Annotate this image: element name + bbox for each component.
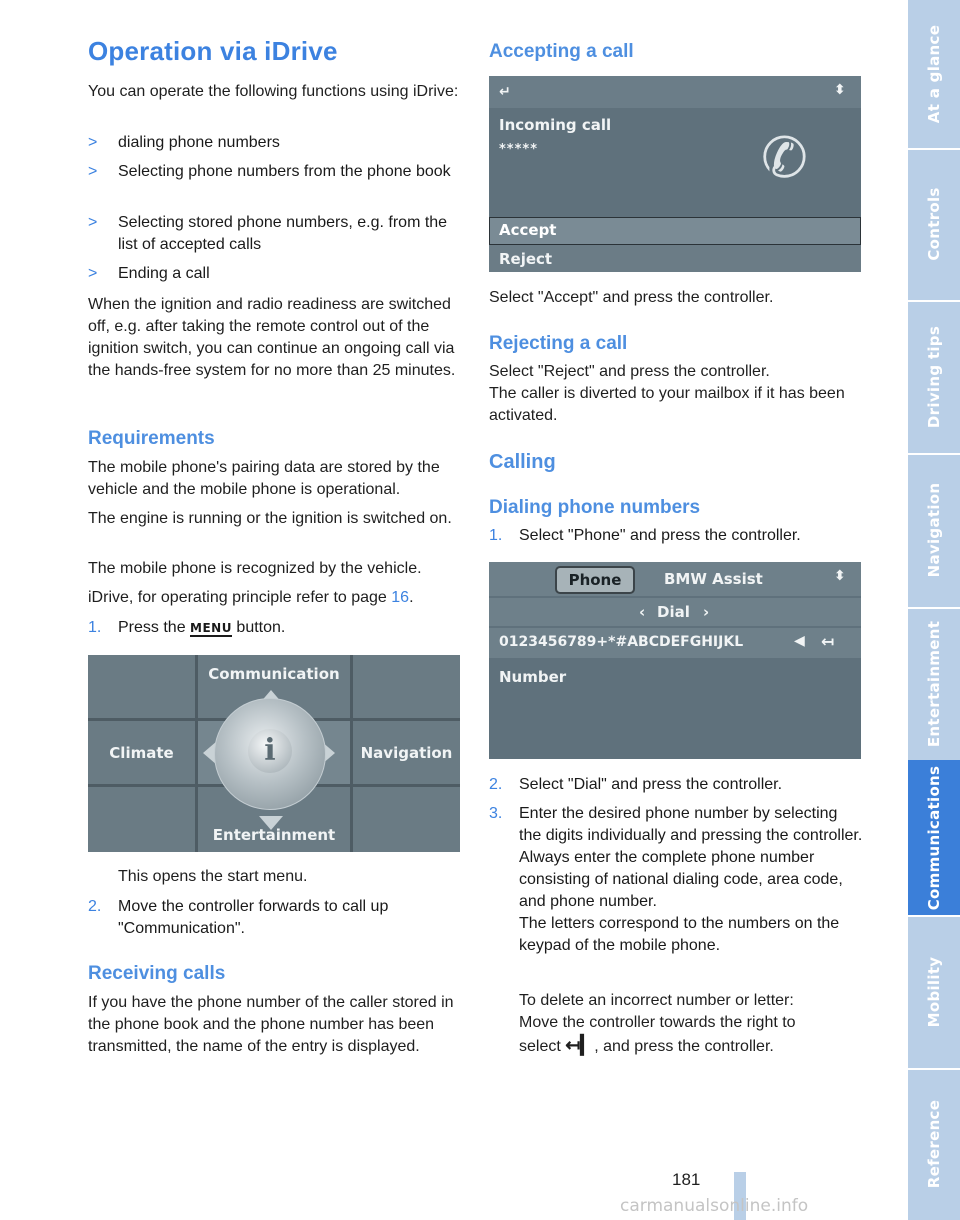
tab-controls[interactable] xyxy=(908,148,960,302)
list-item xyxy=(489,525,864,547)
watermark: carmanualsonline.info xyxy=(620,1196,809,1216)
incoming-call-title: Incoming call xyxy=(499,116,612,134)
caller-stars: ***** xyxy=(499,142,538,157)
bullet-text: Ending a call xyxy=(118,265,210,282)
tab-label: Navigation xyxy=(925,482,943,578)
list-item xyxy=(489,803,864,979)
tab-entertainment[interactable] xyxy=(908,607,960,762)
incoming-call-screen xyxy=(489,76,861,272)
step3-text-a: Enter the desired phone number by selecting the digits individually and pressing the controller. xyxy=(519,805,863,844)
list-item xyxy=(489,774,864,796)
tab-communications[interactable] xyxy=(908,760,960,917)
phone-dial-screen xyxy=(489,562,861,759)
bullet-marker: > xyxy=(88,163,98,180)
tab-label: Reference xyxy=(925,1099,943,1189)
tab-label: Entertainment xyxy=(925,620,943,747)
step-number: 2. xyxy=(489,776,503,793)
tab-navigation[interactable] xyxy=(908,453,960,609)
tab-label: Driving tips xyxy=(925,325,943,428)
delete-text-suffix: , and press the controller. xyxy=(594,1038,774,1055)
controller-knob xyxy=(214,698,326,810)
cursor-left-icon[interactable]: ◀ xyxy=(794,633,805,649)
dialing-subheading: Dialing phone numbers xyxy=(489,497,701,518)
after-image-text: This opens the start menu. xyxy=(118,868,308,885)
requirements-p3: The mobile phone is recognized by the vehicle. xyxy=(88,560,422,577)
backspace-icon: ↤▎ xyxy=(565,1035,595,1055)
bullet-marker: > xyxy=(88,214,98,231)
back-icon[interactable]: ↵ xyxy=(499,84,511,100)
requirements-heading: Requirements xyxy=(88,428,215,449)
ignition-text: When the ignition and radio readiness are switched off, e.g. after taking the remote control out of the ignition switch, you can continue an ongoing call via the hands-free system for no more than 25 minutes. xyxy=(88,296,456,379)
menu-item-navigation[interactable]: Navigation xyxy=(353,721,460,784)
chapter-tabs xyxy=(908,0,960,1220)
page-ref-suffix: . xyxy=(409,589,414,606)
tab-reference[interactable] xyxy=(908,1068,960,1220)
page-ref-prefix: iDrive, for operating principle refer to page xyxy=(88,589,392,606)
delete-icon[interactable]: ↤ xyxy=(821,632,835,651)
dial-option[interactable]: Dial xyxy=(657,603,690,621)
rejecting-text1: Select "Reject" and press the controller. xyxy=(489,363,770,380)
requirements-p2: The engine is running or the ignition is switched on. xyxy=(88,510,452,527)
receiving-text: If you have the phone number of the caller stored in the phone book and the phone number has been transmitted, the name of the entry is displayed. xyxy=(88,994,454,1055)
tab-label: At a glance xyxy=(925,24,943,124)
tab-label: Controls xyxy=(925,187,943,261)
arrow-down-icon xyxy=(259,816,283,830)
tab-driving-tips[interactable] xyxy=(908,300,960,455)
menu-item-climate[interactable]: Climate xyxy=(88,721,195,784)
list-item xyxy=(88,212,463,256)
step-text xyxy=(519,803,864,957)
chevron-left-icon: ‹ xyxy=(639,603,646,621)
accepting-text: Select "Accept" and press the controller. xyxy=(489,289,774,306)
bullet-text: dialing phone numbers xyxy=(118,134,280,151)
menu-item-communication[interactable]: Communication xyxy=(198,655,350,718)
digit-speller[interactable]: 0123456789+*#ABCDEFGHIJKL xyxy=(499,634,744,650)
menu-cell-empty xyxy=(353,787,460,852)
chevron-right-icon: › xyxy=(703,603,710,621)
accept-option[interactable]: Accept xyxy=(499,221,557,239)
page-number: 181 xyxy=(672,1170,701,1189)
intro-text: You can operate the following functions using iDrive: xyxy=(88,83,459,100)
rejecting-text2: The caller is diverted to your mailbox if it has been activated. xyxy=(489,385,845,424)
step-text: Select "Phone" and press the controller. xyxy=(519,527,801,544)
bullet-marker: > xyxy=(88,265,98,282)
accepting-heading: Accepting a call xyxy=(489,41,634,62)
menu-item-entertainment[interactable]: Entertainment xyxy=(198,787,350,852)
info-icon: i xyxy=(248,729,292,773)
tab-bmw-assist[interactable]: BMW Assist xyxy=(664,570,763,588)
delete-text-1: To delete an incorrect number or letter: xyxy=(519,992,794,1009)
screen-topbar xyxy=(489,76,861,108)
requirements-p4 xyxy=(88,587,463,609)
tab-label: Communications xyxy=(925,765,943,910)
reject-option[interactable]: Reject xyxy=(499,250,553,268)
list-item xyxy=(88,161,463,205)
page-title: Operation via iDrive xyxy=(88,36,338,66)
options-icon[interactable]: ⬍ xyxy=(834,568,846,584)
delete-text-3 xyxy=(519,1034,864,1058)
step3-text-c: The letters correspond to the numbers on the keypad of the mobile phone. xyxy=(519,915,840,954)
tab-label: Mobility xyxy=(925,956,943,1027)
step-text-suffix: button. xyxy=(231,619,286,636)
options-icon[interactable]: ⬍ xyxy=(834,82,846,98)
delete-text-prefix: select xyxy=(519,1038,566,1055)
handset-icon: ✆ xyxy=(761,126,808,191)
step-number: 1. xyxy=(489,527,503,544)
list-item xyxy=(88,132,463,154)
bullet-marker: > xyxy=(88,134,98,151)
calling-heading: Calling xyxy=(489,451,556,473)
menu-cell-empty xyxy=(353,655,460,718)
step-number: 3. xyxy=(489,805,503,822)
tab-at-a-glance[interactable] xyxy=(908,0,960,150)
step-number: 1. xyxy=(88,619,102,636)
rejecting-heading: Rejecting a call xyxy=(489,333,628,354)
step-text xyxy=(118,617,463,639)
step-text: Select "Dial" and press the controller. xyxy=(519,776,783,793)
tab-phone[interactable]: Phone xyxy=(555,566,635,594)
menu-cell-empty xyxy=(88,787,195,852)
requirements-p1: The mobile phone's pairing data are stored by the vehicle and the mobile phone is operational. xyxy=(88,459,440,498)
bullet-text: Selecting phone numbers from the phone book xyxy=(118,163,451,180)
step-text-prefix: Press the xyxy=(118,619,191,636)
list-item xyxy=(88,263,463,285)
bullet-text: Selecting stored phone numbers, e.g. from the list of accepted calls xyxy=(118,214,448,253)
step-number: 2. xyxy=(88,898,102,915)
page-ref-link[interactable]: 16 xyxy=(391,589,410,606)
number-field-label: Number xyxy=(499,668,567,686)
list-item xyxy=(88,617,463,639)
tab-mobility[interactable] xyxy=(908,915,960,1070)
menu-cell-empty xyxy=(88,655,195,718)
list-item xyxy=(88,896,463,940)
step3-text-b: Always enter the complete phone number consisting of national dialing code, area code, and phone number. xyxy=(519,849,843,910)
delete-text-2: Move the controller towards the right to xyxy=(519,1014,796,1031)
step-text: Move the controller forwards to call up "Communication". xyxy=(118,898,389,937)
menu-button-icon: MENU xyxy=(190,621,232,635)
receiving-heading: Receiving calls xyxy=(88,963,226,984)
